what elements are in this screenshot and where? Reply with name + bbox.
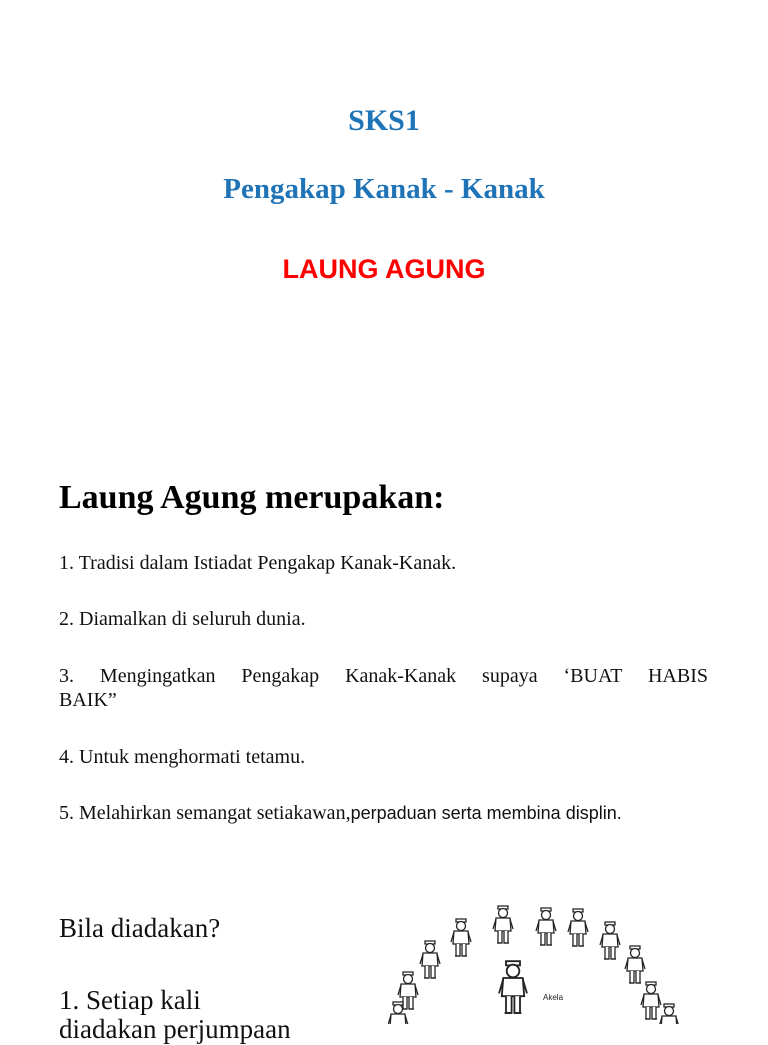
slide-subtitle: Pengakap Kanak - Kanak xyxy=(223,173,545,205)
list-item-5-serif: 5. Melahirkan semangat setiakawan, xyxy=(59,802,351,824)
list-item-5 xyxy=(59,801,708,825)
cub-figure xyxy=(451,919,471,956)
cub-figure xyxy=(641,982,661,1019)
when-question: Bila diadakan? xyxy=(59,913,221,943)
list-item-5-sans: perpaduan serta membina displin. xyxy=(350,803,622,823)
akela-figure xyxy=(499,961,527,1013)
cub-figure xyxy=(493,906,513,943)
when-item-1: 1. Setiap kali xyxy=(59,985,201,1015)
cub-figure xyxy=(625,946,645,983)
section-heading: Laung Agung merupakan: xyxy=(59,479,445,516)
list-item-2: 2. Diamalkan di seluruh dunia. xyxy=(59,608,306,630)
cub-figure xyxy=(536,908,556,945)
cub-figure xyxy=(568,909,588,946)
slide-title: LAUNG AGUNG xyxy=(282,254,486,284)
cub-circle-illustration xyxy=(388,893,688,1024)
slide-code-heading: SKS1 xyxy=(348,104,420,137)
cub-circle-svg xyxy=(388,893,688,1024)
cub-figure xyxy=(600,922,620,959)
list-item-3-line-1: 3. Mengingatkan Pengakap Kanak-Kanak supaya ‘BUAT HABIS xyxy=(59,665,708,687)
akela-label: Akela xyxy=(543,993,564,1002)
cub-figure xyxy=(659,1004,679,1024)
when-item-1-continued: diadakan perjumpaan xyxy=(59,1014,291,1044)
list-item-4: 4. Untuk menghormati tetamu. xyxy=(59,746,306,768)
list-item-1: 1. Tradisi dalam Istiadat Pengakap Kanak-Kanak. xyxy=(59,552,457,574)
cub-figure xyxy=(420,941,440,978)
list-item-3-line-2: BAIK” xyxy=(59,689,117,711)
